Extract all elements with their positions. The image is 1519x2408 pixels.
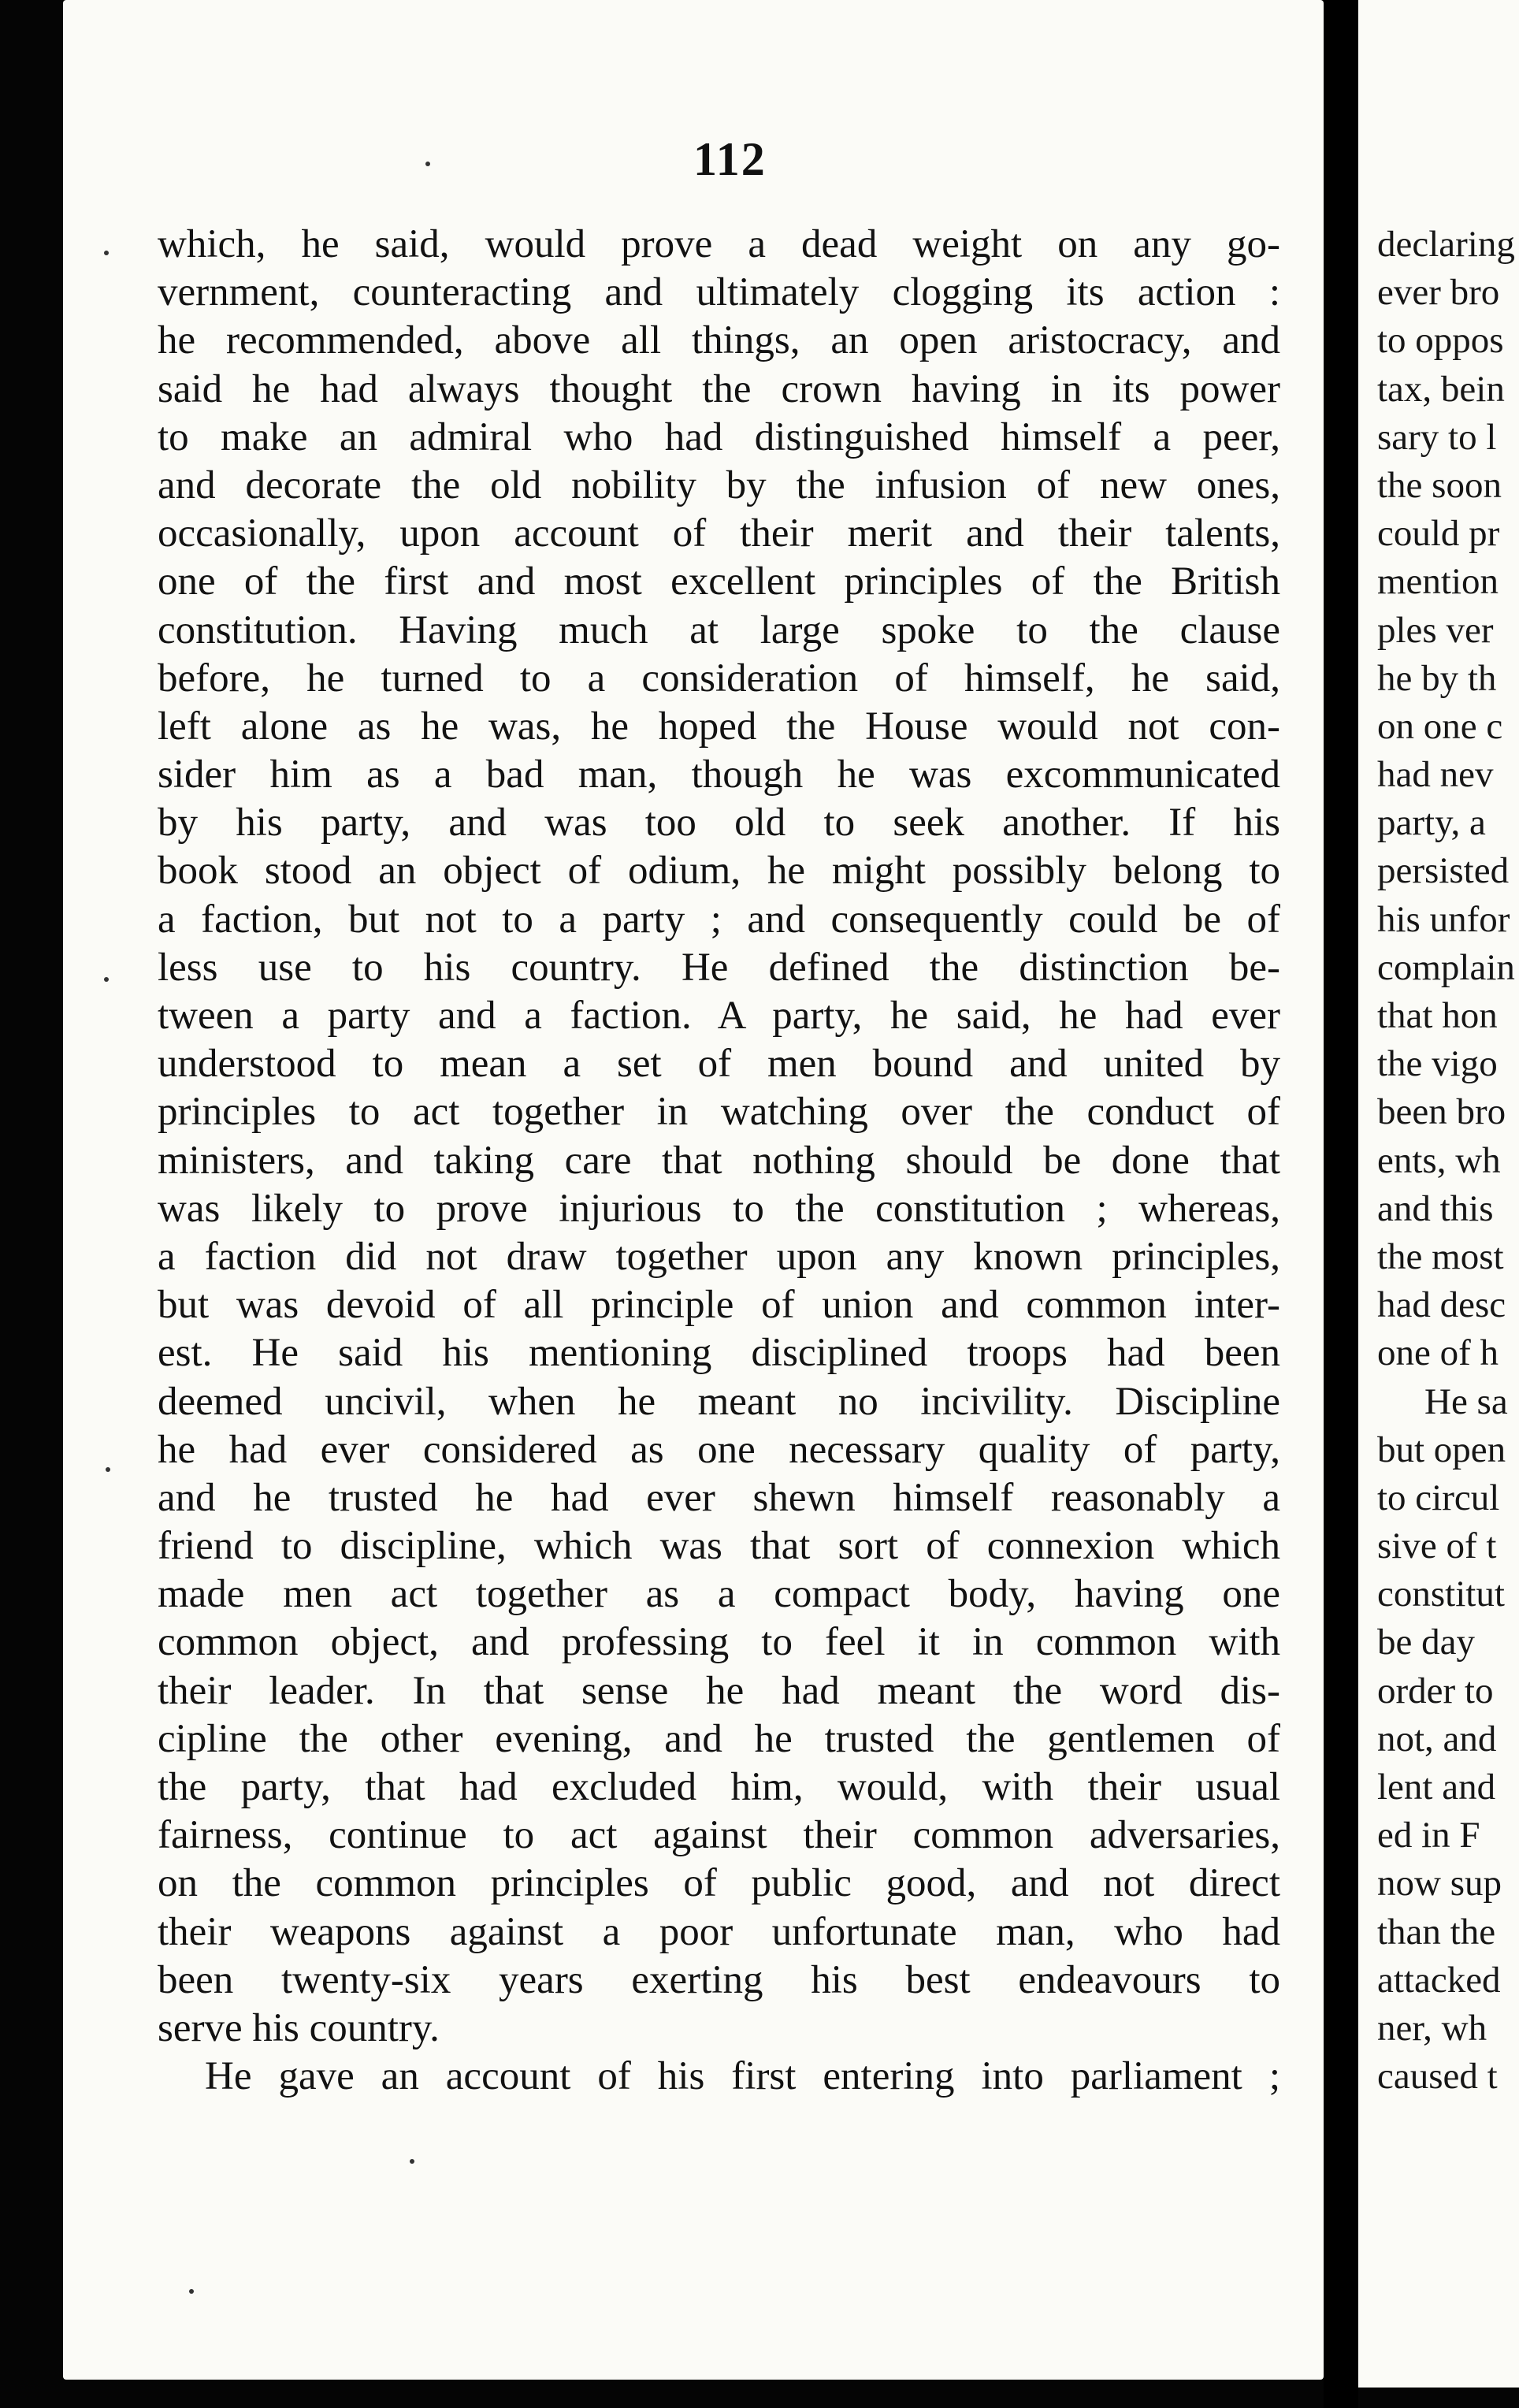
text-line: tween a party and a faction. A party, he said, he had ever <box>158 994 1280 1038</box>
text-line: friend to discipline, which was that sort of connexion which <box>158 1524 1280 1569</box>
text-line: principles to act together in watching over the conduct of <box>158 1090 1280 1135</box>
text-line: than the <box>1377 1911 1496 1953</box>
text-line: left alone as he was, he hoped the House would not con- <box>158 704 1280 749</box>
text-line: one of the first and most excellent principles of the British <box>158 559 1280 604</box>
paper-speck <box>425 162 430 166</box>
text-line: tax, bein <box>1377 368 1505 410</box>
text-line: caused t <box>1377 2056 1498 2098</box>
text-line: a faction, but not to a party ; and consequently could be of <box>158 897 1280 942</box>
text-line: attacked <box>1377 1959 1501 2001</box>
text-line: and decorate the old nobility by the infusion of new ones, <box>158 463 1280 507</box>
text-line: been bro <box>1377 1091 1506 1133</box>
text-line: sive of t <box>1377 1525 1497 1567</box>
text-line: the soon <box>1377 464 1502 506</box>
text-line: on the common principles of public good, and not direct <box>158 1861 1280 1906</box>
text-line: vernment, counteracting and ultimately clogging its action : <box>158 270 1280 315</box>
text-line: and he trusted he had ever shewn himself reasonably a <box>158 1475 1280 1520</box>
text-line: their leader. In that sense he had meant the word dis- <box>158 1668 1280 1713</box>
text-line: could pr <box>1377 513 1500 555</box>
text-line: the vigo <box>1377 1043 1498 1085</box>
text-line: occasionally, upon account of their merit and their talents, <box>158 511 1280 556</box>
text-line: one of h <box>1377 1332 1499 1374</box>
text-line: to circul <box>1377 1477 1500 1518</box>
text-line: sary to l <box>1377 416 1497 458</box>
book-gutter <box>1324 0 1358 2408</box>
paper-speck <box>410 2159 414 2164</box>
text-line: order to <box>1377 1670 1494 1711</box>
text-line: now sup <box>1377 1863 1502 1904</box>
text-line: be day <box>1377 1622 1475 1663</box>
text-line: he had ever considered as one necessary quality of party, <box>158 1427 1280 1472</box>
text-line: had nev <box>1377 754 1494 796</box>
text-line: he by th <box>1377 657 1497 699</box>
text-line: ministers, and taking care that nothing should be done that <box>158 1138 1280 1183</box>
text-line: on one c <box>1377 705 1503 747</box>
text-line: said he had always thought the crown having in its power <box>158 366 1280 411</box>
text-line: which, he said, would prove a dead weight on any go- <box>158 222 1280 266</box>
paper-speck <box>104 251 109 255</box>
text-line: ples ver <box>1377 609 1494 651</box>
text-line: sider him as a bad man, though he was excommunicated <box>158 752 1280 797</box>
paper-speck <box>189 2289 194 2294</box>
text-line: declaring <box>1377 224 1515 265</box>
text-line: ed in F <box>1377 1815 1480 1856</box>
text-line: the most <box>1377 1236 1504 1277</box>
text-line: and this <box>1377 1187 1494 1229</box>
paper-speck <box>106 1467 110 1472</box>
text-line: fairness, continue to act against their common adversaries, <box>158 1813 1280 1858</box>
text-line: ner, wh <box>1377 2007 1487 2049</box>
text-line: est. He said his mentioning disciplined troops had been <box>158 1331 1280 1376</box>
text-line: serve his country. <box>158 2005 440 2050</box>
text-line: constitution. Having much at large spoke to the clause <box>158 608 1280 652</box>
text-line: been twenty-six years exerting his best endeavours to <box>158 1957 1280 2002</box>
text-line: made men act together as a compact body, having one <box>158 1572 1280 1617</box>
text-line: the party, that had excluded him, would, with their usual <box>158 1765 1280 1809</box>
text-line: cipline the other evening, and he trusted the gentlemen of <box>158 1716 1280 1761</box>
text-line: He gave an account of his first entering into parliament ; <box>205 2054 1280 2099</box>
text-line: but was devoid of all principle of union and common inter- <box>158 1283 1280 1328</box>
text-line: before, he turned to a consideration of himself, he said, <box>158 656 1280 700</box>
text-line: He sa <box>1424 1381 1508 1422</box>
text-line: not, and <box>1377 1718 1497 1760</box>
text-line: had desc <box>1377 1284 1506 1326</box>
text-line: less use to his country. He defined the distinction be- <box>158 945 1280 990</box>
text-line: common object, and professing to feel it in common with <box>158 1620 1280 1665</box>
text-line: party, a <box>1377 802 1486 844</box>
text-line: he recommended, above all things, an open aristocracy, and <box>158 318 1280 363</box>
text-line: complain <box>1377 946 1515 988</box>
text-line: to oppos <box>1377 320 1504 362</box>
text-line: to make an admiral who had distinguished himself a peer, <box>158 414 1280 459</box>
text-line: by his party, and was too old to seek another. If his <box>158 801 1280 845</box>
text-line: ever bro <box>1377 272 1500 314</box>
text-line: lent and <box>1377 1767 1496 1808</box>
right-page-text <box>1377 221 1519 2101</box>
paper-speck <box>104 977 109 982</box>
text-line: constitut <box>1377 1574 1505 1615</box>
text-line: a faction did not draw together upon any known principles, <box>158 1234 1280 1279</box>
text-line: ents, wh <box>1377 1139 1501 1181</box>
text-line: understood to mean a set of men bound and united by <box>158 1042 1280 1087</box>
text-line: his unfor <box>1377 898 1510 940</box>
left-page-text <box>158 221 1280 2101</box>
page-number: 112 <box>693 133 767 185</box>
text-line: book stood an object of odium, he might possibly belong to <box>158 849 1280 894</box>
text-line: their weapons against a poor unfortunate man, who had <box>158 1909 1280 1954</box>
text-line: persisted <box>1377 850 1510 892</box>
text-line: that hon <box>1377 995 1498 1036</box>
text-line: but open <box>1377 1429 1506 1470</box>
text-line: deemed uncivil, when he meant no incivility. Discipline <box>158 1379 1280 1424</box>
text-line: mention <box>1377 561 1499 603</box>
text-line: was likely to prove injurious to the constitution ; whereas, <box>158 1186 1280 1231</box>
